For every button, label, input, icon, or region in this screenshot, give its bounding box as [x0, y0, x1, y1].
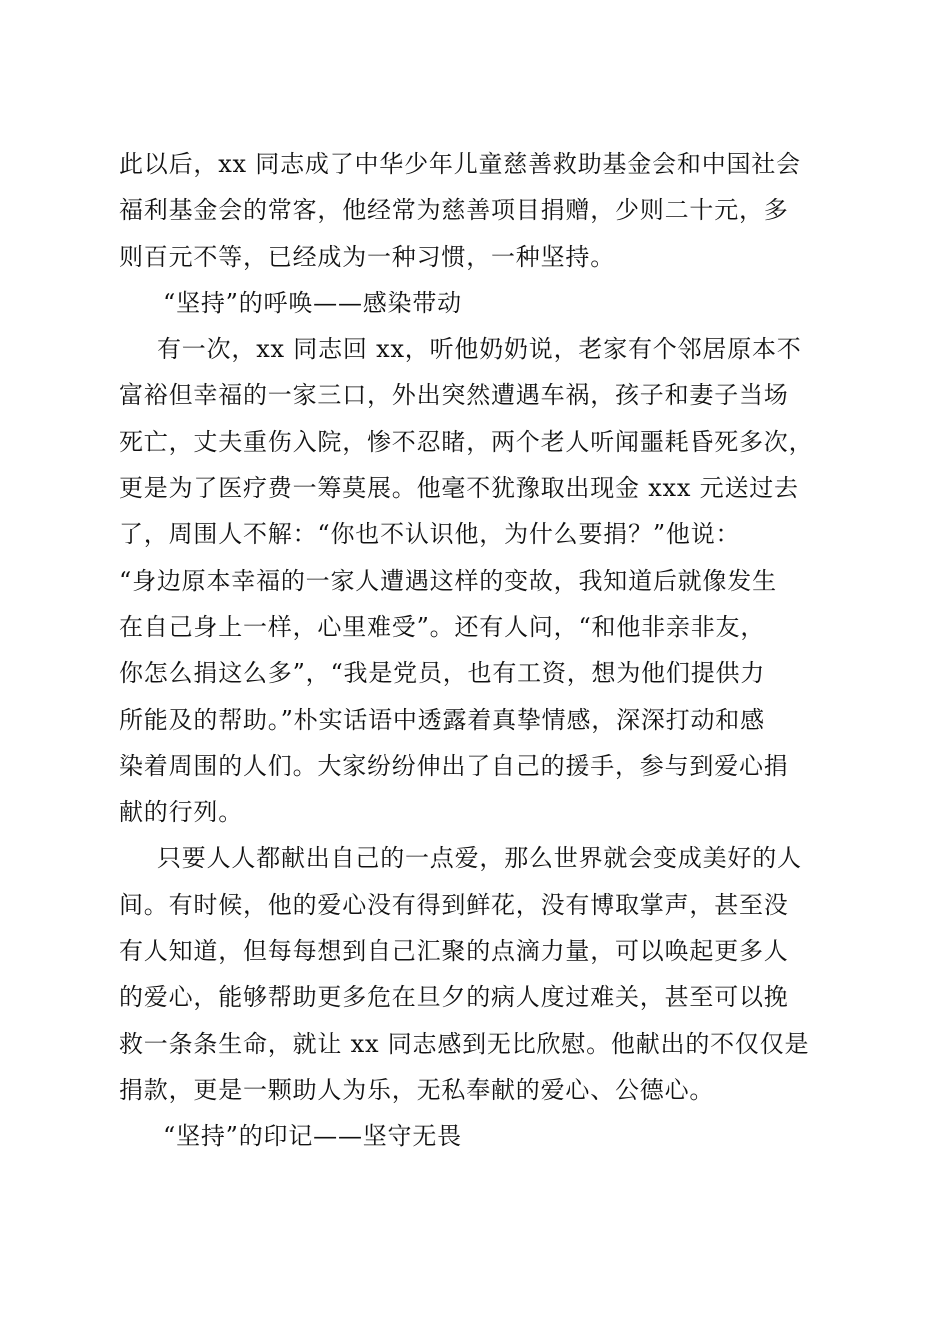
paragraph-first-line: 只要人人都献出自己的一点爱，那么世界就会变成美好的人 [157, 844, 802, 873]
text-line: 你怎么捐这么多”，“我是党员，也有工资，想为他们提供力 [119, 659, 766, 688]
text-line: 的爱心，能够帮助更多危在旦夕的病人度过难关，甚至可以挽 [119, 983, 789, 1012]
text-line: 救一条条生命，就让 xx 同志感到无比欣慰。他献出的不仅仅是 [119, 1029, 810, 1058]
text-line: 富裕但幸福的一家三口，外出突然遭遇车祸，孩子和妻子当场 [119, 381, 789, 410]
text-line: 所能及的帮助。”朴实话语中透露着真挚情感，深深打动和感 [119, 705, 765, 734]
section-heading: “坚持”的印记——坚守无畏 [163, 1122, 462, 1151]
text-line: “身边原本幸福的一家人遭遇这样的变故，我知道后就像发生 [119, 566, 777, 595]
text-line: 染着周围的人们。大家纷纷伸出了自己的援手，参与到爱心捐 [119, 751, 789, 780]
text-line: 福利基金会的常客，他经常为慈善项目捐赠，少则二十元，多 [119, 196, 789, 225]
text-line: 此以后，xx 同志成了中华少年儿童慈善救助基金会和中国社会 [119, 150, 801, 178]
text-line: 捐款，更是一颗助人为乐，无私奉献的爱心、公德心。 [119, 1075, 715, 1104]
text-line: 有人知道，但每每想到自己汇聚的点滴力量，可以唤起更多人 [119, 937, 789, 966]
text-line: 死亡，丈夫重伤入院，惨不忍睹，两个老人听闻噩耗昏死多次， [119, 427, 814, 456]
document-body [119, 141, 831, 1160]
text-line: 在自己身上一样，心里难受”。还有人问，“和他非亲非友， [119, 612, 766, 641]
text-line: 了，周围人不解：“你也不认识他，为什么要捐？”他说： [119, 520, 741, 549]
section-heading: “坚持”的呼唤——感染带动 [163, 288, 462, 317]
text-line: 则百元不等，已经成为一种习惯，一种坚持。 [119, 242, 615, 271]
paragraph-first-line: 有一次，xx 同志回 xx，听他奶奶说，老家有个邻居原本不 [157, 335, 802, 364]
text-line: 献的行列。 [119, 798, 243, 827]
text-line: 间。有时候，他的爱心没有得到鲜花，没有博取掌声，甚至没 [119, 890, 789, 919]
text-line: 更是为了医疗费一筹莫展。他毫不犹豫取出现金 xxx 元送过去 [119, 474, 799, 503]
